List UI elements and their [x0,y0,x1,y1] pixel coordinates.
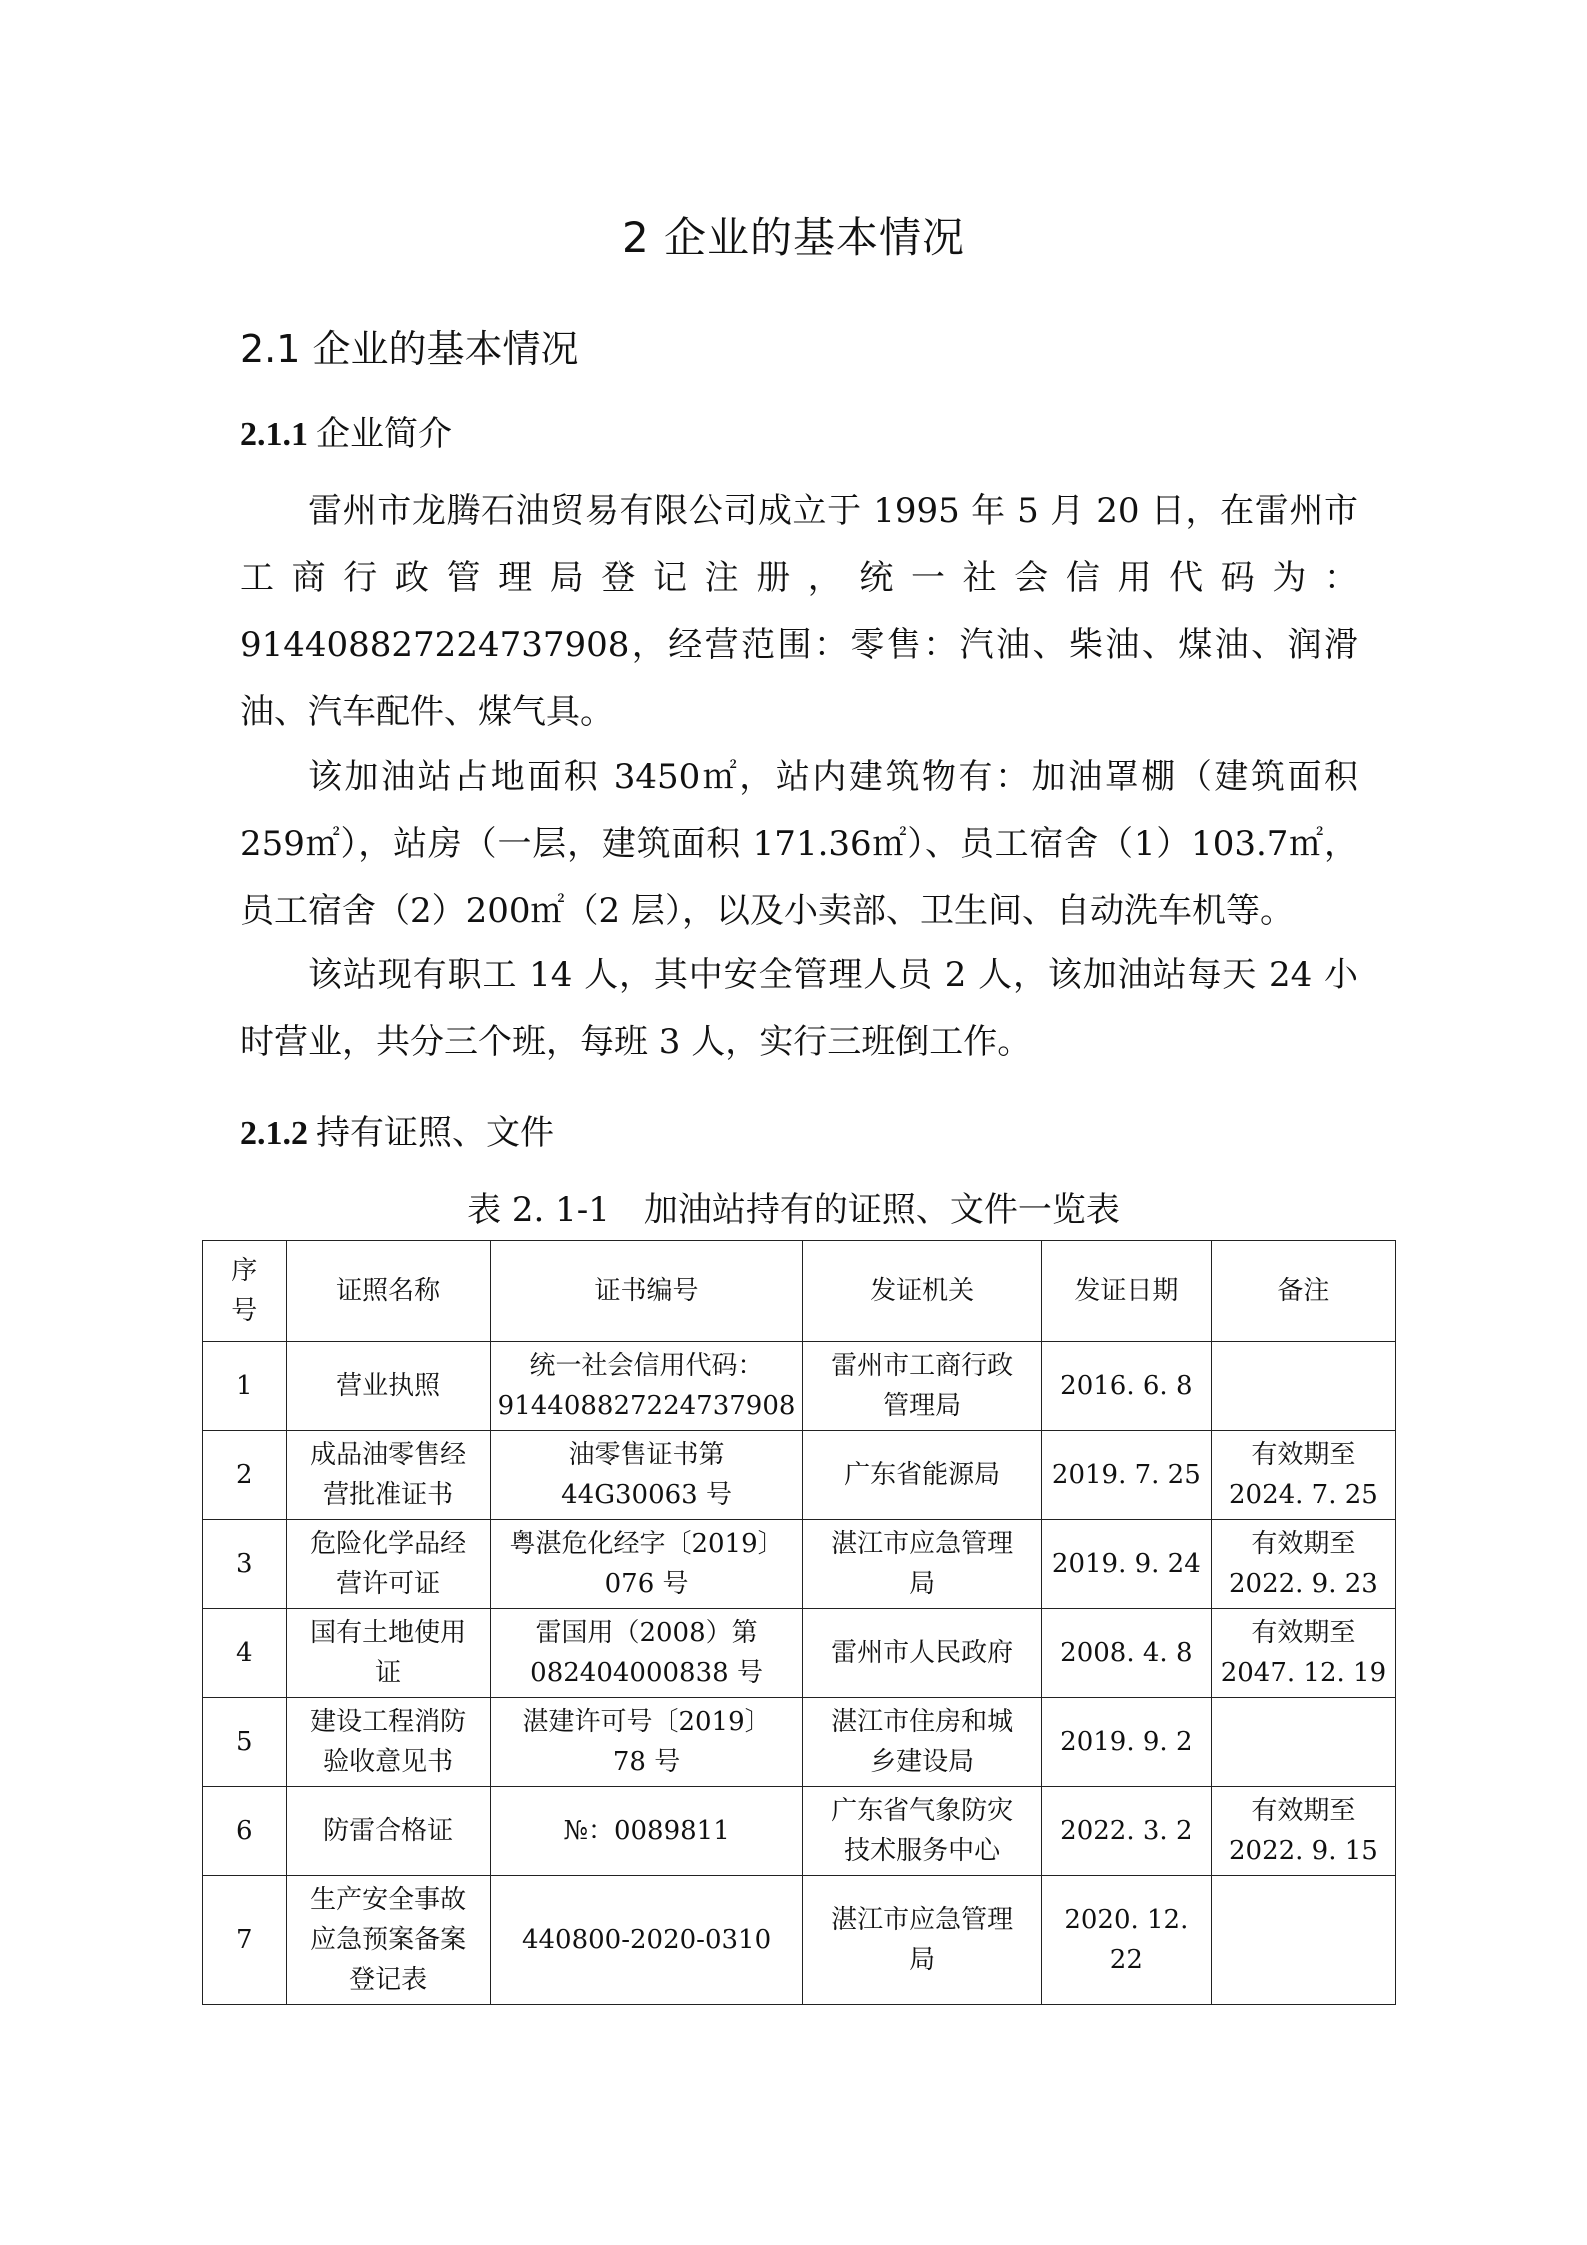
cell-issuing-authority: 湛江市应急管理 局 [803,1520,1041,1609]
cell-license-name: 成品油零售经 营批准证书 [286,1431,490,1520]
cell-license-name: 危险化学品经 营许可证 [286,1520,490,1609]
cell-license-name: 建设工程消防 验收意见书 [286,1698,490,1787]
cell-remarks [1211,1698,1395,1787]
header-certificate-number: 证书编号 [490,1241,803,1342]
subsection-number: 2.1.2 [240,1115,308,1152]
cell-certificate-number: №：0089811 [490,1787,803,1876]
cell-certificate-number: 雷国用（2008）第 082404000838 号 [490,1609,803,1698]
cell-remarks [1211,1342,1395,1431]
subsection-title: 企业简介 [316,414,452,454]
cell-certificate-number: 粤湛危化经字〔2019〕 076 号 [490,1520,803,1609]
header-issue-date: 发证日期 [1041,1241,1211,1342]
cell-seq: 7 [203,1876,287,2005]
table-body [203,1342,1396,2005]
cell-seq: 5 [203,1698,287,1787]
table-row [203,1609,1396,1698]
paragraph-company-intro: 雷州市龙腾石油贸易有限公司成立于 1995 年 5 月 20 日，在雷州市工商行政管理局登记注册，统一社会信用代码为：914408827224737908，经营范围：零售：汽油、柴油、煤油、润滑油、汽车配件、煤气具。 [240,491,1358,732]
cell-remarks [1211,1876,1395,2005]
cell-seq: 6 [203,1787,287,1876]
cell-certificate-number: 油零售证书第 44G30063 号 [490,1431,803,1520]
cell-issuing-authority: 雷州市人民政府 [803,1609,1041,1698]
section-heading: 2.1 企业的基本情况 [240,327,579,371]
table-row [203,1698,1396,1787]
header-remarks: 备注 [1211,1241,1395,1342]
cell-license-name: 防雷合格证 [286,1787,490,1876]
license-table [202,1240,1396,2005]
header-license-name: 证照名称 [286,1241,490,1342]
cell-issuing-authority: 湛江市应急管理 局 [803,1876,1041,2005]
table-caption: 表 2. 1-1 加油站持有的证照、文件一览表 [467,1190,1120,1230]
cell-remarks: 有效期至 2047. 12. 19 [1211,1609,1395,1698]
cell-seq: 1 [203,1342,287,1431]
subsection-title: 持有证照、文件 [316,1113,554,1153]
cell-issue-date: 2016. 6. 8 [1041,1342,1211,1431]
cell-seq: 3 [203,1520,287,1609]
table-row [203,1787,1396,1876]
cell-issue-date: 2022. 3. 2 [1041,1787,1211,1876]
cell-issuing-authority: 湛江市住房和城 乡建设局 [803,1698,1041,1787]
cell-issuing-authority: 广东省能源局 [803,1431,1041,1520]
table-header-row [203,1241,1396,1342]
cell-seq: 2 [203,1431,287,1520]
cell-certificate-number: 440800-2020-0310 [490,1876,803,2005]
subsection-number: 2.1.1 [240,416,308,453]
cell-seq: 4 [203,1609,287,1698]
table-row [203,1876,1396,2005]
paragraph-staff: 该站现有职工 14 人，其中安全管理人员 2 人，该加油站每天 24 小时营业，共分三个班，每班 3 人，实行三班倒工作。 [240,955,1358,1062]
cell-remarks: 有效期至 2022. 9. 23 [1211,1520,1395,1609]
subsection-heading-licenses [240,1105,554,1154]
chapter-title: 2 企业的基本情况 [621,213,966,262]
cell-remarks: 有效期至 2024. 7. 25 [1211,1431,1395,1520]
cell-issue-date: 2020. 12. 22 [1041,1876,1211,2005]
cell-issue-date: 2008. 4. 8 [1041,1609,1211,1698]
cell-issue-date: 2019. 9. 24 [1041,1520,1211,1609]
cell-issuing-authority: 雷州市工商行政 管理局 [803,1342,1041,1431]
cell-issuing-authority: 广东省气象防灾 技术服务中心 [803,1787,1041,1876]
header-issuing-authority: 发证机关 [803,1241,1041,1342]
table-row [203,1520,1396,1609]
cell-license-name: 国有土地使用 证 [286,1609,490,1698]
cell-license-name: 营业执照 [286,1342,490,1431]
table-row [203,1431,1396,1520]
cell-license-name: 生产安全事故 应急预案备案 登记表 [286,1876,490,2005]
cell-certificate-number: 统一社会信用代码： 914408827224737908 [490,1342,803,1431]
table-row [203,1342,1396,1431]
subsection-heading-intro [240,406,452,455]
cell-remarks: 有效期至 2022. 9. 15 [1211,1787,1395,1876]
header-seq: 序 号 [203,1241,287,1342]
cell-issue-date: 2019. 9. 2 [1041,1698,1211,1787]
paragraph-site-area: 该加油站占地面积 3450㎡，站内建筑物有：加油罩棚（建筑面积 259㎡），站房（一层，建筑面积 171.36㎡）、员工宿舍（1）103.7㎡，员工宿舍（2）200㎡（2 层），以及小卖部、卫生间、自动洗车机等。 [240,757,1358,931]
cell-certificate-number: 湛建许可号〔2019〕 78 号 [490,1698,803,1787]
cell-issue-date: 2019. 7. 25 [1041,1431,1211,1520]
